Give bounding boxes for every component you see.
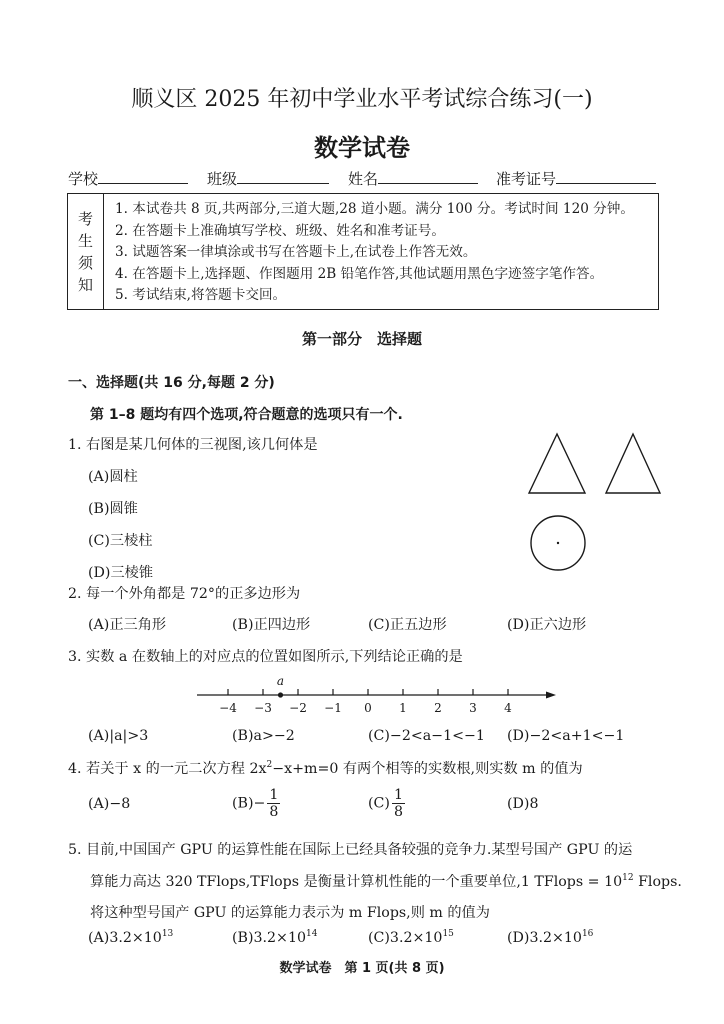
question-4-stem-suffix: −x+m=0 有两个相等的实数根,则实数 m 的值为 — [272, 761, 583, 777]
option-exponent: 16 — [581, 929, 594, 939]
notice-item: 1. 本试卷共 8 页,共两部分,三道大题,28 道小题。满分 100 分。考试时间 120 分钟。 — [115, 201, 634, 217]
question-type-heading: 一、选择题(共 16 分,每题 2 分) — [68, 375, 275, 391]
field-label: 学校 — [68, 170, 99, 188]
page-footer: 数学试卷 第 1 页(共 8 页) — [279, 961, 445, 976]
question-3-stem: 3. 实数 a 在数轴上的对应点的位置如图所示,下列结论正确的是 — [68, 649, 463, 665]
question-1-option-b[interactable]: (B)圆锥 — [88, 501, 138, 517]
question-2-option-c[interactable]: (C)正五边形 — [368, 617, 447, 633]
number-line-tick-label: −1 — [324, 701, 342, 715]
question-3-option-c[interactable]: (C)−2<a−1<−1 — [368, 728, 485, 744]
option-exponent: 13 — [161, 929, 174, 939]
notice-label-char: 考 — [77, 209, 93, 228]
question-2-option-a[interactable]: (A)正三角形 — [88, 617, 167, 633]
question-1-option-d[interactable]: (D)三棱锥 — [88, 565, 154, 581]
question-5-option-c[interactable] — [368, 930, 454, 946]
number-line-tick-label: −2 — [289, 701, 307, 715]
question-5-line-2-suffix: Flops. — [633, 874, 682, 890]
question-4-option-d[interactable]: (D)8 — [507, 796, 539, 812]
field-label: 姓名 — [348, 170, 379, 188]
question-note: 第 1–8 题均有四个选项,符合题意的选项只有一个. — [90, 407, 403, 423]
exam-subtitle: 数学试卷 — [314, 134, 410, 162]
notice-label-char: 须 — [77, 253, 93, 272]
question-2-stem: 2. 每一个外角都是 72°的正多边形为 — [68, 586, 301, 602]
question-5-option-d[interactable] — [507, 930, 593, 946]
question-5-option-a[interactable] — [88, 930, 173, 946]
question-4-stem-prefix: 4. 若关于 x 的一元二次方程 2x — [68, 761, 267, 777]
question-4-option-c[interactable] — [368, 787, 405, 820]
question-5-exponent: 12 — [622, 873, 634, 883]
fraction-numerator: 1 — [393, 787, 403, 803]
notice-label-char: 生 — [77, 231, 93, 250]
question-4-option-b[interactable] — [232, 787, 280, 820]
front-view-triangle — [529, 434, 585, 493]
question-2-option-d[interactable]: (D)正六边形 — [507, 617, 587, 633]
fraction-denominator: 8 — [393, 804, 403, 820]
number-line-arrow — [546, 692, 556, 699]
number-line-tick-label: −3 — [254, 701, 272, 715]
notice-item: 5. 考试结束,将答题卡交回。 — [115, 287, 287, 304]
option-base: (A)3.2×10 — [88, 930, 162, 946]
question-4-exponent: 2 — [266, 760, 273, 770]
three-view-figure — [529, 434, 660, 570]
notice-item: 4. 在答题卡上,选择题、作图题用 2B 铅笔作答,其他试题用黑色字迹签字笔作答。 — [115, 265, 604, 282]
question-3-option-a[interactable]: (A)|a|>3 — [88, 728, 149, 744]
top-view-center-dot — [557, 542, 559, 544]
field-label: 准考证号 — [496, 170, 557, 188]
number-line-tick-label: 3 — [469, 701, 477, 715]
question-1-option-c[interactable]: (C)三棱柱 — [88, 533, 153, 549]
question-3-option-b[interactable]: (B)a>−2 — [232, 728, 295, 744]
question-5-stem-line-2 — [90, 871, 682, 891]
number-line-tick-label: 2 — [434, 701, 442, 715]
question-5-line-2-text: 算能力高达 320 TFlops,TFlops 是衡量计算机性能的一个重要单位,1 TFlops = 10 — [90, 874, 623, 890]
number-line-tick-label: 0 — [364, 701, 372, 715]
question-2-option-b[interactable]: (B)正四边形 — [232, 617, 311, 633]
option-exponent: 14 — [306, 929, 318, 939]
option-base: (D)3.2×10 — [507, 930, 582, 946]
fraction-denominator: 8 — [269, 804, 279, 820]
option-base: (C)3.2×10 — [368, 930, 443, 946]
question-4-stem — [68, 758, 583, 778]
fraction-numerator: 1 — [269, 787, 279, 803]
question-1-stem: 1. 右图是某几何体的三视图,该几何体是 — [68, 437, 318, 453]
section-title: 第一部分 选择题 — [301, 330, 422, 348]
fraction — [392, 787, 405, 820]
fraction — [267, 787, 280, 820]
option-base: (B)3.2×10 — [232, 930, 306, 946]
number-line-tick-label: −4 — [219, 701, 237, 715]
question-3-option-d[interactable]: (D)−2<a+1<−1 — [507, 728, 625, 744]
exam-title: 顺义区 2025 年初中学业水平考试综合练习(一) — [131, 87, 593, 112]
question-4-option-a[interactable]: (A)−8 — [88, 796, 131, 812]
field-label: 班级 — [207, 170, 238, 188]
number-line-point-label: a — [276, 674, 285, 688]
notice-item: 3. 试题答案一律填涂或书写在答题卡上,在试卷上作答无效。 — [115, 244, 477, 261]
side-view-triangle — [606, 434, 660, 493]
notice-label-char: 知 — [77, 275, 93, 294]
option-prefix: (C) — [368, 795, 390, 812]
number-line-tick-label: 1 — [399, 701, 407, 715]
question-1-option-a[interactable]: (A)圆柱 — [88, 469, 138, 485]
notice-item: 2. 在答题卡上准确填写学校、班级、姓名和准考证号。 — [115, 222, 445, 239]
question-5-stem-line-1: 5. 目前,中国国产 GPU 的运算性能在国际上已经具备较强的竞争力.某型号国产 GPU 的运 — [68, 842, 633, 858]
option-exponent: 15 — [442, 929, 454, 939]
number-line-point-a — [278, 692, 283, 697]
question-5-option-b[interactable] — [232, 930, 317, 946]
option-prefix: (B)− — [232, 795, 266, 812]
question-5-stem-line-3: 将这种型号国产 GPU 的运算能力表示为 m Flops,则 m 的值为 — [90, 905, 490, 921]
number-line-tick-label: 4 — [504, 701, 512, 715]
number-line — [197, 674, 556, 715]
